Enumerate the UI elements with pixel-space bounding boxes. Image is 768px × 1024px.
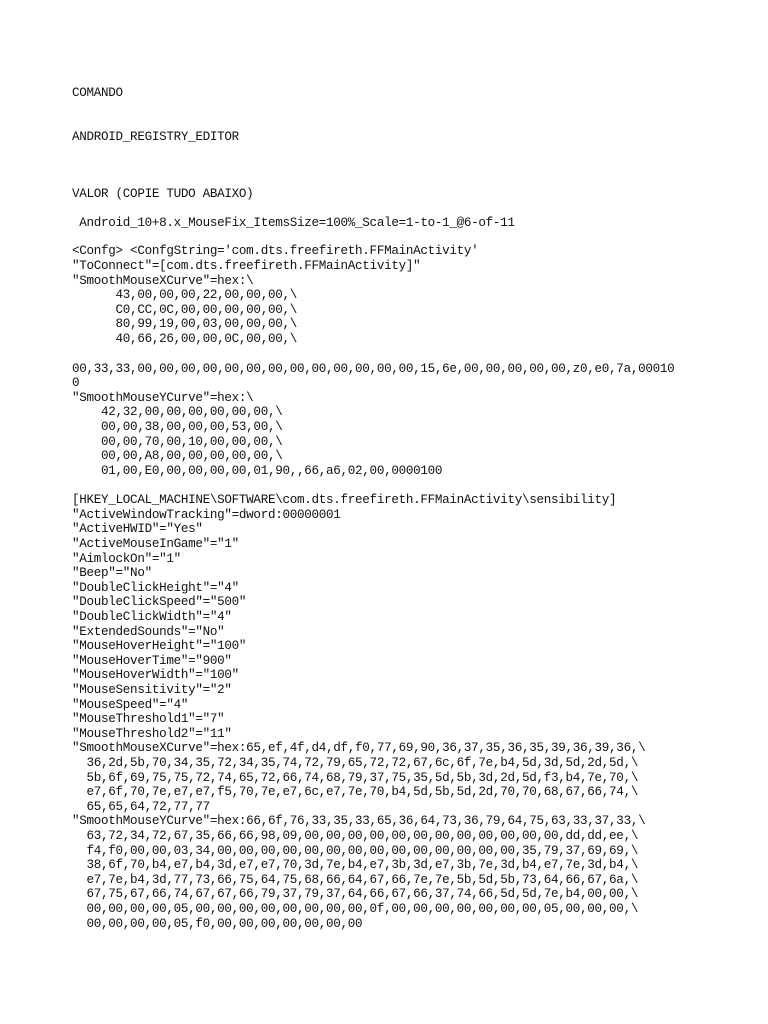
registry-line: 38,6f,70,b4,e7,b4,3d,e7,e7,70,3d,7e,b4,e7,3b,3d,e7,3b,7e,3d,b4,e7,7e,3d,b4,\ [72,858,639,873]
config-line: <Confg> <ConfgString='com.dts.freefireth.FFMainActivity' [72,244,479,259]
registry-line: "ActiveWindowTracking"=dword:00000001 [72,507,341,522]
value-label: VALOR (COPIE TUDO ABAIXO) [72,187,254,202]
registry-line: "MouseThreshold2"="11" [72,726,232,741]
registry-line: 00,00,00,00,05,f0,00,00,00,00,00,00,00 [72,916,363,931]
hex-line: "SmoothMouseYCurve"=hex:\ [72,390,254,405]
registry-line: "AimlockOn"="1" [72,551,181,566]
registry-line: "MouseHoverHeight"="100" [72,639,247,654]
registry-block [72,493,762,931]
registry-line: "ActiveMouseInGame"="1" [72,537,239,552]
registry-line: "SmoothMouseXCurve"=hex:65,ef,4f,d4,df,f0,77,69,90,36,37,35,36,35,39,36,39,36,\ [72,741,646,756]
hex-line: 0 [72,376,80,391]
registry-line: "MouseHoverTime"="900" [72,653,232,668]
config-line: 40,66,26,00,00,0C,00,00,\ [72,331,297,346]
hex-line: 01,00,E0,00,00,00,00,01,90,,66,a6,02,00,0000100 [72,463,443,478]
registry-line: 65,65,64,72,77,77 [72,799,210,814]
profile-name: Android_10+8.x_MouseFix_ItemsSize=100%_Scale=1-to-1_@6-of-11 [72,215,515,230]
config-line: "ToConnect"=[com.dts.freefireth.FFMainActivity]" [72,258,421,273]
config-block [72,244,762,346]
command-label: COMANDO [72,86,123,100]
registry-line: "DoubleClickWidth"="4" [72,610,232,625]
hex-block [72,362,762,479]
hex-line: 00,33,33,00,00,00,00,00,00,00,00,00,00,00,00,00,15,6e,00,00,00,00,00,z0,e0,7a,00010 [72,361,675,376]
registry-line: 63,72,34,72,67,35,66,66,98,09,00,00,00,00,00,00,00,00,00,00,00,00,dd,dd,ee,\ [72,828,639,843]
registry-line: "ExtendedSounds"="No" [72,624,225,639]
registry-line: [HKEY_LOCAL_MACHINE\SOFTWARE\com.dts.freefireth.FFMainActivity\sensibility] [72,493,617,508]
registry-line: f4,f0,00,00,03,34,00,00,00,00,00,00,00,00,00,00,00,00,00,00,35,79,37,69,69,\ [72,843,639,858]
hex-line: 00,00,A8,00,00,00,00,00,\ [72,449,283,464]
registry-line: e7,6f,70,7e,e7,e7,f5,70,7e,e7,6c,e7,7e,70,b4,5d,5b,5d,2d,70,70,68,67,66,74,\ [72,785,639,800]
hex-line: 00,00,70,00,10,00,00,00,\ [72,434,283,449]
registry-line: 67,75,67,66,74,67,67,66,79,37,79,37,64,66,67,66,37,74,66,5d,5d,7e,b4,00,00,\ [72,887,639,902]
registry-line: "MouseSpeed"="4" [72,697,189,712]
registry-line: "Beep"="No" [72,566,152,581]
registry-line: "MouseHoverWidth"="100" [72,668,239,683]
config-line: C0,CC,0C,00,00,00,00,00,\ [72,302,297,317]
registry-line: "DoubleClickHeight"="4" [72,580,239,595]
command-value: ANDROID_REGISTRY_EDITOR [72,129,239,144]
document-page [72,86,762,931]
registry-line: "SmoothMouseYCurve"=hex:66,6f,76,33,35,33,65,36,64,73,36,79,64,75,63,33,37,33,\ [72,814,646,829]
registry-line: e7,7e,b4,3d,77,73,66,75,64,75,68,66,64,67,66,7e,7e,5b,5d,5b,73,64,66,67,6a,\ [72,872,639,887]
registry-line: "DoubleClickSpeed"="500" [72,595,247,610]
registry-line: "MouseSensitivity"="2" [72,683,232,697]
registry-line: 00,00,00,00,05,00,00,00,00,00,00,00,00,0f,00,00,00,00,00,00,00,05,00,00,00,\ [72,901,639,916]
registry-line: "MouseThreshold1"="7" [72,712,225,727]
hex-line: 42,32,00,00,00,00,00,00,\ [72,405,283,420]
registry-line: 5b,6f,69,75,75,72,74,65,72,66,74,68,79,37,75,35,5d,5b,3d,2d,5d,f3,b4,7e,70,\ [72,770,639,785]
config-line: 80,99,19,00,03,00,00,00,\ [72,317,297,332]
registry-line: 36,2d,5b,70,34,35,72,34,35,74,72,79,65,72,72,67,6c,6f,7e,b4,5d,3d,5d,2d,5d,\ [72,755,639,770]
hex-line: 00,00,38,00,00,00,53,00,\ [72,419,283,434]
config-line: 43,00,00,00,22,00,00,00,\ [72,288,297,303]
config-line: "SmoothMouseXCurve"=hex:\ [72,273,254,288]
registry-line: "ActiveHWID"="Yes" [72,522,203,537]
